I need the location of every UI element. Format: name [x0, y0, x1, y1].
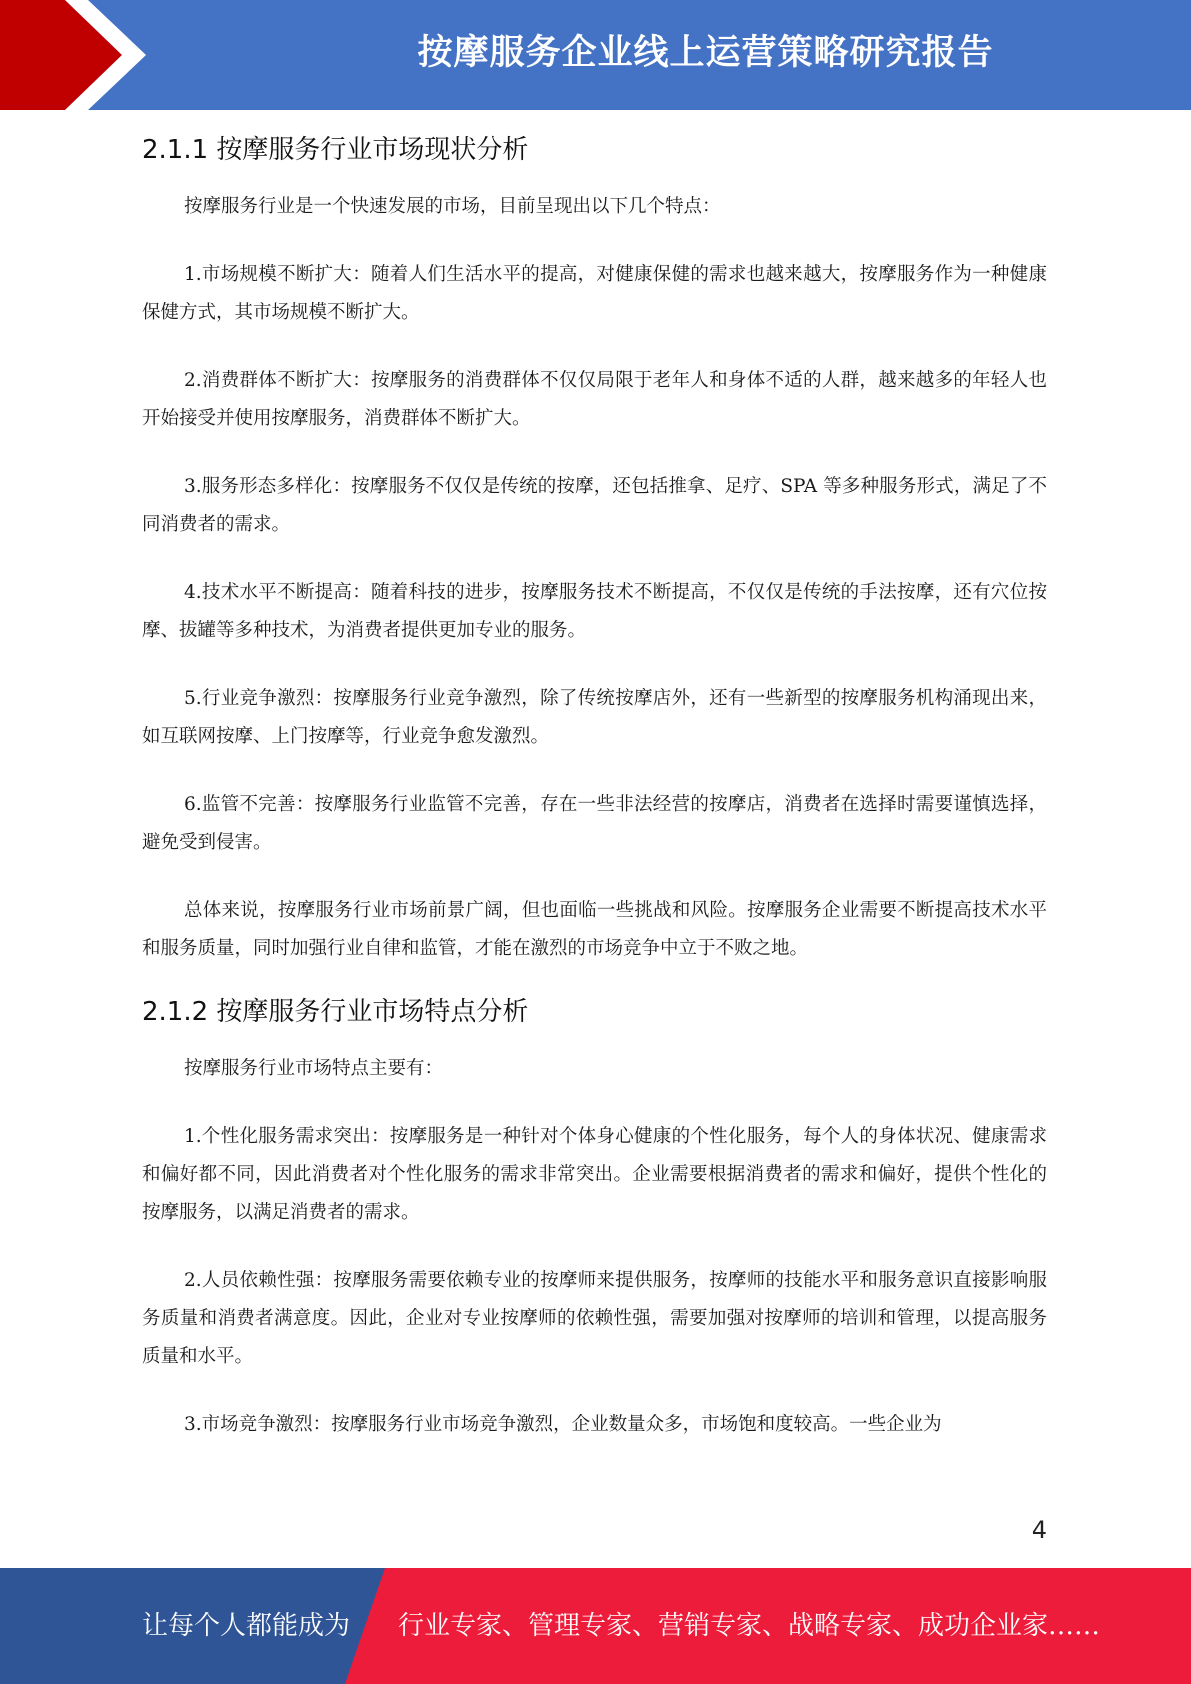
paragraph: 4.技术水平不断提高：随着科技的进步，按摩服务技术不断提高，不仅仅是传统的手法按摩，还有穴位按摩、拔罐等多种技术，为消费者提供更加专业的服务。: [142, 582, 1047, 641]
paragraph: 3.服务形态多样化：按摩服务不仅仅是传统的按摩，还包括推拿、足疗、SPA 等多种服务形式，满足了不同消费者的需求。: [142, 476, 1047, 535]
report-title: 按摩服务企业线上运营策略研究报告: [417, 33, 994, 73]
paragraph: 按摩服务行业是一个快速发展的市场，目前呈现出以下几个特点：: [184, 196, 721, 217]
paragraph: 总体来说，按摩服务行业市场前景广阔，但也面临一些挑战和风险。按摩服务企业需要不断提高技术水平和服务质量，同时加强行业自律和监管，才能在激烈的市场竞争中立于不败之地。: [142, 900, 1047, 959]
footer-banner: [0, 1568, 1191, 1684]
paragraph: 2.消费群体不断扩大：按摩服务的消费群体不仅仅局限于老年人和身体不适的人群，越来越多的年轻人也开始接受并使用按摩服务，消费群体不断扩大。: [142, 370, 1047, 429]
section-heading-2-1-1: 2.1.1 按摩服务行业市场现状分析: [142, 135, 529, 165]
paragraph: 6.监管不完善：按摩服务行业监管不完善，存在一些非法经营的按摩店，消费者在选择时需要谨慎选择，避免受到侵害。: [142, 794, 1047, 853]
chevron-arrow-icon: [0, 0, 150, 110]
paragraph: 3.市场竞争激烈：按摩服务行业市场竞争激烈，企业数量众多，市场饱和度较高。一些企业为: [184, 1414, 942, 1435]
header-banner: [0, 0, 1191, 110]
paragraph: 按摩服务行业市场特点主要有：: [184, 1058, 444, 1079]
paragraph: 1.市场规模不断扩大：随着人们生活水平的提高，对健康保健的需求也越来越大，按摩服务作为一种健康保健方式，其市场规模不断扩大。: [142, 264, 1047, 323]
section-heading-2-1-2: 2.1.2 按摩服务行业市场特点分析: [142, 997, 529, 1027]
paragraph: 1.个性化服务需求突出：按摩服务是一种针对个体身心健康的个性化服务，每个人的身体状况、健康需求和偏好都不同，因此消费者对个性化服务的需求非常突出。企业需要根据消费者的需求和偏好，提供个性化的按摩服务，以满足消费者的需求。: [142, 1126, 1047, 1223]
footer-slogan-left: 让每个人都能成为: [142, 1611, 351, 1641]
paragraph: 2.人员依赖性强：按摩服务需要依赖专业的按摩师来提供服务，按摩师的技能水平和服务意识直接影响服务质量和消费者满意度。因此，企业对专业按摩师的依赖性强，需要加强对按摩师的培训和管理，以提高服务质量和水平。: [142, 1270, 1047, 1367]
paragraph: 5.行业竞争激烈：按摩服务行业竞争激烈，除了传统按摩店外，还有一些新型的按摩服务机构涌现出来，如互联网按摩、上门按摩等，行业竞争愈发激烈。: [142, 688, 1047, 747]
footer-slogan-right: 行业专家、管理专家、营销专家、战略专家、成功企业家……: [398, 1611, 1101, 1641]
page-number: 4: [1031, 1516, 1047, 1544]
document-body: [142, 128, 1047, 1444]
